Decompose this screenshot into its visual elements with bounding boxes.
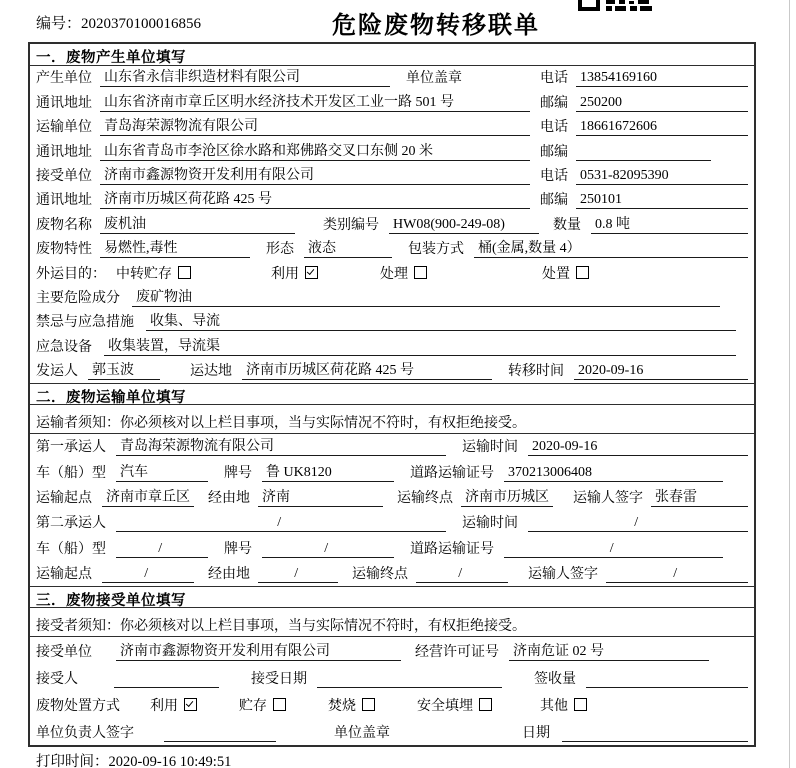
transporter-label: 运输单位 [36, 120, 92, 136]
transporter-value: 青岛海荣源物流有限公司 [100, 115, 530, 136]
row-receiver-address [30, 188, 754, 212]
option-label: 处理 [380, 266, 408, 282]
unit-seal-label: 单位盖章 [334, 725, 390, 741]
checkbox-icon [305, 266, 318, 279]
permit1: 370213006408 [504, 465, 723, 482]
seal-date-value [562, 725, 748, 742]
row-waste-name [30, 212, 754, 236]
row-vehicle1 [30, 459, 754, 484]
row-dispatch [30, 359, 754, 383]
responsible-sign-label: 单位负责人签字 [36, 725, 134, 741]
row-receiver-unit [30, 164, 754, 188]
phone-label: 电话 [540, 71, 568, 87]
carrier2-label: 第二承运人 [36, 516, 106, 532]
print-time [36, 750, 231, 768]
disposal-option-other [540, 695, 587, 715]
waste-code: HW08(900-249-08) [389, 217, 539, 234]
transport-time-label: 运输时间 [462, 516, 518, 532]
option-label: 焚烧 [328, 698, 356, 714]
transfer-time: 2020-09-16 [574, 363, 748, 380]
zip-label: 邮编 [540, 144, 568, 160]
address-label: 通讯地址 [36, 144, 92, 160]
print-time-value: 2020-09-16 10:49:51 [108, 754, 232, 768]
phone-label: 电话 [540, 120, 568, 136]
producer-value: 山东省永信非织造材料有限公司 [100, 66, 390, 87]
page-edge [789, 0, 790, 768]
plate-label: 牌号 [224, 541, 252, 557]
checkbox-icon [576, 266, 589, 279]
hazard-label: 主要危险成分 [36, 290, 120, 306]
accept-date-label: 接受日期 [251, 671, 307, 687]
carrier-sign-label: 运输人签字 [528, 566, 598, 582]
address-label: 通讯地址 [36, 193, 92, 209]
row-responsible-sign [30, 718, 754, 745]
purpose-option-utilize [271, 263, 318, 283]
row-transport-address [30, 139, 754, 163]
pack-label: 包装方式 [408, 242, 464, 258]
receiver-value: 济南市鑫源物资开发利用有限公司 [100, 164, 530, 185]
purpose-label: 外运目的： [36, 266, 106, 282]
row-transport-unit [30, 115, 754, 139]
license-label: 经营许可证号 [415, 644, 499, 660]
permit-label: 道路运输证号 [410, 541, 494, 557]
row-disposal-method [30, 691, 754, 718]
transporter-address: 山东省青岛市李沧区徐水路和郑佛路交叉口东侧 20 米 [100, 140, 530, 161]
traits-value: 易燃性,毒性 [100, 237, 250, 258]
serial-value: 2020370100016856 [81, 16, 202, 32]
option-label: 安全填埋 [417, 698, 473, 714]
option-label: 利用 [150, 698, 178, 714]
address-label: 通讯地址 [36, 95, 92, 111]
accept-person-label: 接受人 [36, 671, 78, 687]
option-label: 处置 [542, 266, 570, 282]
route-start-label: 运输起点 [36, 566, 92, 582]
accept-unit-label: 接受单位 [36, 644, 92, 660]
checkbox-icon [273, 698, 286, 711]
route-end2: / [416, 566, 508, 583]
route-start2: / [102, 566, 194, 583]
carrier1-value: 青岛海荣源物流有限公司 [116, 435, 446, 456]
plate-label: 牌号 [224, 465, 252, 481]
purpose-option-treat [380, 263, 427, 283]
route-via1: 济南 [258, 486, 383, 507]
route-end1: 济南市历城区 [461, 486, 553, 507]
disposal-option-incinerate [328, 695, 375, 715]
row-accept-unit [30, 637, 754, 664]
row-carrier1 [30, 434, 754, 459]
accept-unit-value: 济南市鑫源物资开发利用有限公司 [116, 640, 401, 661]
transporter-zip [576, 144, 711, 161]
row-emergency-equipment [30, 334, 754, 358]
row-producer-address [30, 90, 754, 114]
responsible-sign-value [164, 725, 276, 742]
checkbox-icon [479, 698, 492, 711]
carrier-sign2: / [606, 566, 748, 583]
disposal-option-utilize [150, 695, 197, 715]
purpose-option-dispose [542, 263, 589, 283]
taboo-label: 禁忌与应急措施 [36, 315, 134, 331]
unit-seal-label: 单位盖章 [406, 71, 462, 87]
print-time-label: 打印时间： [36, 754, 109, 768]
sign-qty-label: 签收量 [534, 671, 576, 687]
serial-label: 编号： [36, 16, 82, 32]
section2-header: 二．废物运输单位填写 [30, 383, 754, 405]
permit-label: 道路运输证号 [410, 465, 494, 481]
purpose-option-storage [116, 263, 191, 283]
destination-value: 济南市历城区荷花路 425 号 [242, 359, 492, 380]
disposal-option-landfill [417, 695, 492, 715]
producer-zip: 250200 [576, 95, 748, 112]
qr-code-fragment [578, 0, 652, 11]
carrier-sign-label: 运输人签字 [573, 490, 643, 506]
vehicle-type-label: 车（船）型 [36, 465, 106, 481]
route-start1: 济南市章丘区 [102, 486, 194, 507]
waste-name-label: 废物名称 [36, 217, 92, 233]
accept-date-value [317, 671, 502, 688]
route-via2: / [258, 566, 338, 583]
waste-qty: 0.8 吨 [591, 213, 748, 234]
route-end-label: 运输终点 [352, 566, 408, 582]
waste-qty-label: 数量 [553, 217, 581, 233]
row-hazard-component [30, 286, 754, 310]
destination-label: 运达地 [190, 364, 232, 380]
row-carrier2 [30, 510, 754, 535]
route-via-label: 经由地 [208, 566, 250, 582]
transport-time-label: 运输时间 [462, 440, 518, 456]
disposal-label: 废物处置方式 [36, 698, 120, 714]
option-label: 中转贮存 [116, 266, 172, 282]
carrier-sign1: 张春雷 [651, 486, 748, 507]
row-waste-traits [30, 237, 754, 261]
checkbox-icon [574, 698, 587, 711]
row-producer-unit [30, 66, 754, 90]
phone-label: 电话 [540, 168, 568, 184]
option-label: 其他 [540, 698, 568, 714]
transfer-form-table [28, 42, 756, 747]
page-title: 危险废物转移联单 [332, 13, 540, 39]
plate1: 鲁 UK8120 [262, 461, 394, 482]
producer-address: 山东省济南市章丘区明水经济技术开发区工业一路 501 号 [100, 91, 530, 112]
equipment-value: 收集装置，导流渠 [104, 335, 736, 356]
vehicle-type2: / [116, 541, 208, 558]
section1-header: 一．废物产生单位填写 [30, 44, 754, 66]
equipment-label: 应急设备 [36, 339, 92, 355]
accept-person-value [114, 671, 219, 688]
transfer-time-label: 转移时间 [508, 364, 564, 380]
dispatcher-label: 发运人 [36, 364, 78, 380]
carrier1-label: 第一承运人 [36, 440, 106, 456]
traits-label: 废物特性 [36, 242, 92, 258]
license-value: 济南危证 02 号 [509, 640, 709, 661]
route-end-label: 运输终点 [397, 490, 453, 506]
dispatcher-name: 郭玉波 [88, 359, 160, 380]
section3-header: 三．废物接受单位填写 [30, 586, 754, 608]
form-label: 形态 [266, 242, 294, 258]
transport-time2: / [528, 515, 748, 532]
zip-label: 邮编 [540, 193, 568, 209]
row-transfer-purpose [30, 261, 754, 285]
vehicle-type1: 汽车 [116, 461, 208, 482]
plate2: / [262, 541, 394, 558]
option-label: 利用 [271, 266, 299, 282]
checkbox-icon [178, 266, 191, 279]
row-accept-person [30, 664, 754, 691]
checkbox-icon [184, 698, 197, 711]
receiver-notice: 接受者须知：你必须核对以上栏目事项，当与实际情况不符时，有权拒绝接受。 [30, 608, 754, 637]
receiver-zip: 250101 [576, 192, 748, 209]
transport-time1: 2020-09-16 [528, 439, 748, 456]
row-vehicle2 [30, 535, 754, 560]
pack-value: 桶(金属,数量 4） [474, 237, 748, 258]
form-value: 液态 [304, 237, 392, 258]
waste-name: 废机油 [100, 213, 295, 234]
transporter-phone: 18661672606 [576, 119, 748, 136]
route-start-label: 运输起点 [36, 490, 92, 506]
disposal-option-store [239, 695, 286, 715]
carrier2-value: / [116, 515, 446, 532]
hazard-value: 废矿物油 [132, 286, 720, 307]
seal-date-label: 日期 [522, 725, 550, 741]
receiver-label: 接受单位 [36, 168, 92, 184]
checkbox-icon [414, 266, 427, 279]
vehicle-type-label: 车（船）型 [36, 541, 106, 557]
row-taboo-measures [30, 310, 754, 334]
transport-notice: 运输者须知：你必须核对以上栏目事项，当与实际情况不符时，有权拒绝接受。 [30, 405, 754, 434]
waste-code-label: 类别编号 [323, 217, 379, 233]
option-label: 贮存 [239, 698, 267, 714]
sign-qty-value [586, 671, 748, 688]
taboo-value: 收集、导流 [146, 310, 736, 331]
receiver-address: 济南市历城区荷花路 425 号 [100, 188, 530, 209]
permit2: / [504, 541, 723, 558]
producer-label: 产生单位 [36, 71, 92, 87]
row-route1 [30, 485, 754, 510]
section-receiver [30, 586, 754, 745]
row-route2 [30, 561, 754, 586]
route-via-label: 经由地 [208, 490, 250, 506]
zip-label: 邮编 [540, 95, 568, 111]
receiver-phone: 0531-82095390 [576, 168, 748, 185]
section-producer [30, 44, 754, 383]
checkbox-icon [362, 698, 375, 711]
serial-number [36, 12, 201, 33]
producer-phone: 13854169160 [576, 70, 748, 87]
section-transport [30, 383, 754, 586]
